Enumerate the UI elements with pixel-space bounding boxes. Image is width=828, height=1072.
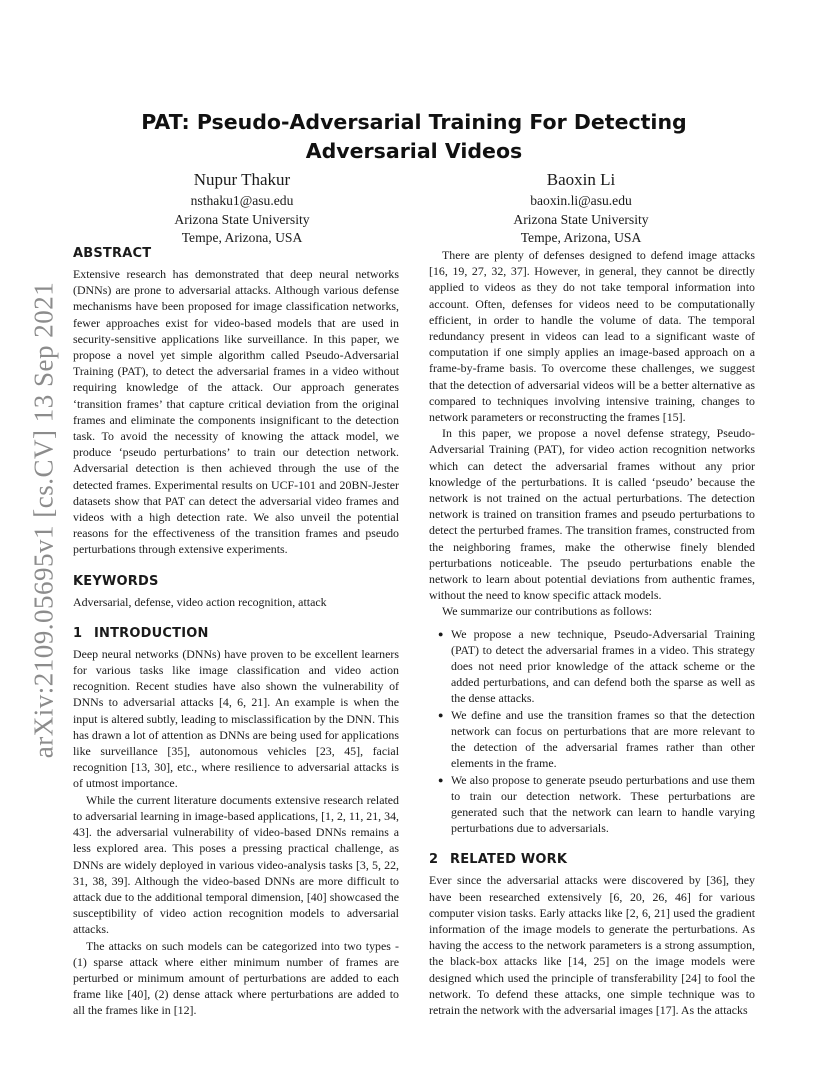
paragraph: There are plenty of defenses designed to defend image attacks [16, 19, 27, 32, 37]. However, in general, they cannot be directly applied to videos as they do not take temporal information into account. Often, defenses for videos need to be computationally efficient, in order to handle the volume of data. The temporal redundancy present in videos can lead to a significant waste of computation if one simply applies an image-based approach on a frame-by-frame basis. To overcome these challenges, we suggest that the detection of adversarial videos will be a better alternative as compared to techniques involving intensive training, changes to network parameters or reconstructing the frames [15].	[429, 248, 755, 425]
paragraph: The attacks on such models can be categorized into two types - (1) sparse attack where either minimum number of frames are perturbed or minimum amount of perturbations are added to each frame like [40], (2) dense attack where perturbations are added to all the frames like in [12].	[73, 938, 399, 1018]
section-title: INTRODUCTION	[94, 625, 209, 641]
author-name: Nupur Thakur	[193, 170, 291, 189]
author-location: Tempe, Arizona, USA	[181, 230, 303, 245]
author-block-2	[451, 168, 711, 248]
keywords-text: Adversarial, defense, video action recognition, attack	[73, 594, 327, 609]
contributions-list	[429, 626, 755, 837]
author-name: Baoxin Li	[546, 170, 616, 189]
list-item: ● We define and use the transition frames so that the detection network can focus on perturbations that are more relevant to the detection of the adversarial frames rather than other elements in the frame.	[438, 707, 755, 771]
author-location: Tempe, Arizona, USA	[520, 230, 642, 245]
section-number: 2	[429, 852, 439, 868]
right-column	[429, 244, 755, 1018]
left-column	[73, 244, 399, 1019]
list-item: ● We propose a new technique, Pseudo-Adversarial Training (PAT) to detect the adversarial frames in a video. This strategy does not need prior knowledge of the attack scheme or the added perturbations, and can defend both the sparse as well as the dense attacks.	[438, 626, 755, 706]
section-number: 1	[73, 625, 83, 641]
paper-title: PAT: Pseudo-Adversarial Training For Detecting Adversarial Videos	[141, 110, 687, 163]
section-heading-introduction	[73, 624, 399, 644]
paragraph: Deep neural networks (DNNs) have proven to be excellent learners for various tasks like image classification and video action recognition. Recent studies have also shown the vulnerability of DNNs to adversarial attacks [4, 6, 21]. An example is when the input is altered subtly, leading to misclassification by the DNN. This has drawn a lot of attention as DNNs are being used for applications like surveillance [35], autonomous vehicles [23, 45], facial recognition [13, 30], etc., where resilience to adversarial attacks is of utmost importance.	[73, 646, 399, 791]
bullet-icon: ●	[438, 774, 444, 785]
paragraph: We summarize our contributions as follows:	[442, 604, 653, 619]
list-item: ● We also propose to generate pseudo perturbations and use them to train our detection network. These perturbations are generated such that the network can learn to handle varying perturbations due to adversarials.	[438, 772, 755, 836]
author-email: nsthaku1@asu.edu	[190, 193, 294, 208]
abstract-text: Extensive research has demonstrated that deep neural networks (DNNs) are prone to adversarial attacks. Although various defense mechanisms have been proposed for image classification networks, fewer approaches exist for video-based models that are used in security-sensitive applications like surveillance. In this paper, we propose a novel yet simple algorithm called Pseudo-Adversarial Training (PAT), to detect the adversarial frames in a video without requiring knowledge of the attack. Our approach generates ‘transition frames’ that capture critical deviation from the original frames and eliminate the components insignificant to the detection task. To avoid the necessity of knowing the attack model, we produce ‘pseudo perturbations’ to train our detection network. Adversarial detection is then achieved through the use of the detected frames. Experimental results on UCF-101 and 20BN-Jester datasets show that PAT can detect the adversarial video frames and videos with a high detection rate. We also unveil the potential reasons for the effectiveness of the transition frames and pseudo perturbations through extensive experiments.	[73, 267, 399, 557]
abstract-heading: ABSTRACT	[73, 246, 152, 261]
bullet-icon: ●	[438, 628, 444, 639]
section-heading-related-work	[429, 850, 755, 870]
keywords-heading: KEYWORDS	[73, 573, 159, 589]
author-affiliation: Arizona State University	[174, 211, 310, 227]
arxiv-identifier: arXiv:2109.05695v1 [cs.CV] 13 Sep 2021	[28, 281, 59, 759]
paragraph: While the current literature documents extensive research related to adversarial learning in image-based applications, [1, 2, 11, 21, 34, 43]. the adversarial vulnerability of video-based DNNs remains a less explored area. This poses a pressing practical challenge, as DNNs are widely deployed in various video-analysis tasks [3, 5, 22, 31, 38, 39]. Although the video-based DNNs are more difficult to attack due to the additional temporal dimension, [40] showcased the susceptibility of video action recognition models to adversarial attacks.	[73, 792, 399, 937]
author-affiliation: Arizona State University	[513, 211, 649, 227]
author-block-1	[112, 168, 372, 248]
paragraph: In this paper, we propose a novel defense strategy, Pseudo-Adversarial Training (PAT), for video action recognition networks which can detect the adversarial frames without any prior knowledge of the perturbations. It is called ‘pseudo’ because the network is not trained on the actual perturbations. The detection network is trained on transition frames and pseudo perturbations to detect the perturbed frames. The transition frames, constructed from the neighboring frames, make the otherwise finely blended perturbations noticeable. The pseudo perturbations enable the network to learn about potential deviations from authentic frames, without the need to know specific attack models.	[429, 426, 755, 603]
bullet-icon: ●	[438, 709, 444, 720]
author-email: baoxin.li@asu.edu	[530, 193, 632, 208]
paragraph: Ever since the adversarial attacks were discovered by [36], they have been researched extensively [6, 20, 26, 46] for various computer vision tasks. Early attacks like [2, 6, 21] used the gradient information of the image models to generate the perturbations. As having the access to the network parameters is a strong assumption, the black-box attacks like [14, 25] on the image models were designed which used the principle of transferability [24] to fool the network. To defend these attacks, one simple technique was to retrain the network with the adversarial images [17]. As the attacks	[429, 873, 755, 1017]
section-title: RELATED WORK	[450, 852, 568, 868]
